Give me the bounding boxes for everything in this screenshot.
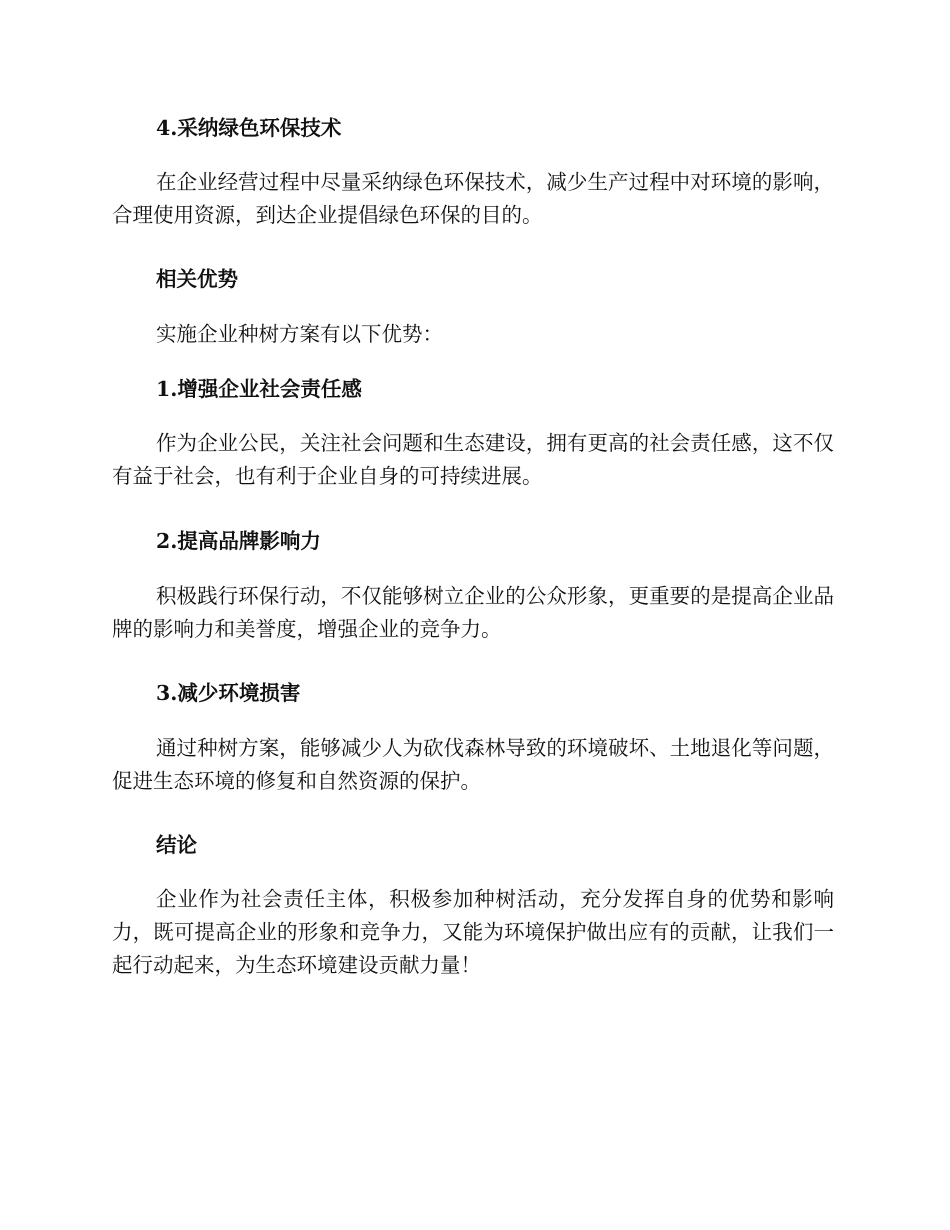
section-heading-social-responsibility: 1.增强企业社会责任感: [156, 377, 362, 401]
paragraph-green-tech: 在企业经营过程中尽量采纳绿色环保技术，减少生产过程中对环境的影响，合理使用资源，到达企业提倡绿色环保的目的。: [112, 170, 834, 227]
paragraph-reduce-damage: 通过种树方案，能够减少人为砍伐森林导致的环境破坏、土地退化等问题，促进生态环境的修复和自然资源的保护。: [112, 736, 834, 793]
section-heading-conclusion: 结论: [156, 833, 197, 857]
section-heading-advantages: 相关优势: [156, 267, 238, 291]
paragraph-social-responsibility: 作为企业公民，关注社会问题和生态建设，拥有更高的社会责任感，这不仅有益于社会，也有利于企业自身的可持续进展。: [112, 431, 834, 488]
section-heading-green-tech: 4.采纳绿色环保技术: [156, 116, 342, 140]
paragraph-brand-influence: 积极践行环保行动，不仅能够树立企业的公众形象，更重要的是提高企业品牌的影响力和美誉度，增强企业的竞争力。: [112, 584, 834, 641]
section-heading-reduce-damage: 3.减少环境损害: [156, 681, 301, 705]
paragraph-advantages-intro: 实施企业种树方案有以下优势：: [156, 322, 443, 346]
section-heading-brand-influence: 2.提高品牌影响力: [156, 529, 321, 553]
paragraph-conclusion: 企业作为社会责任主体，积极参加种树活动，充分发挥自身的优势和影响力，既可提高企业的形象和竞争力，又能为环境保护做出应有的贡献，让我们一起行动起来，为生态环境建设贡献力量！: [112, 887, 834, 977]
